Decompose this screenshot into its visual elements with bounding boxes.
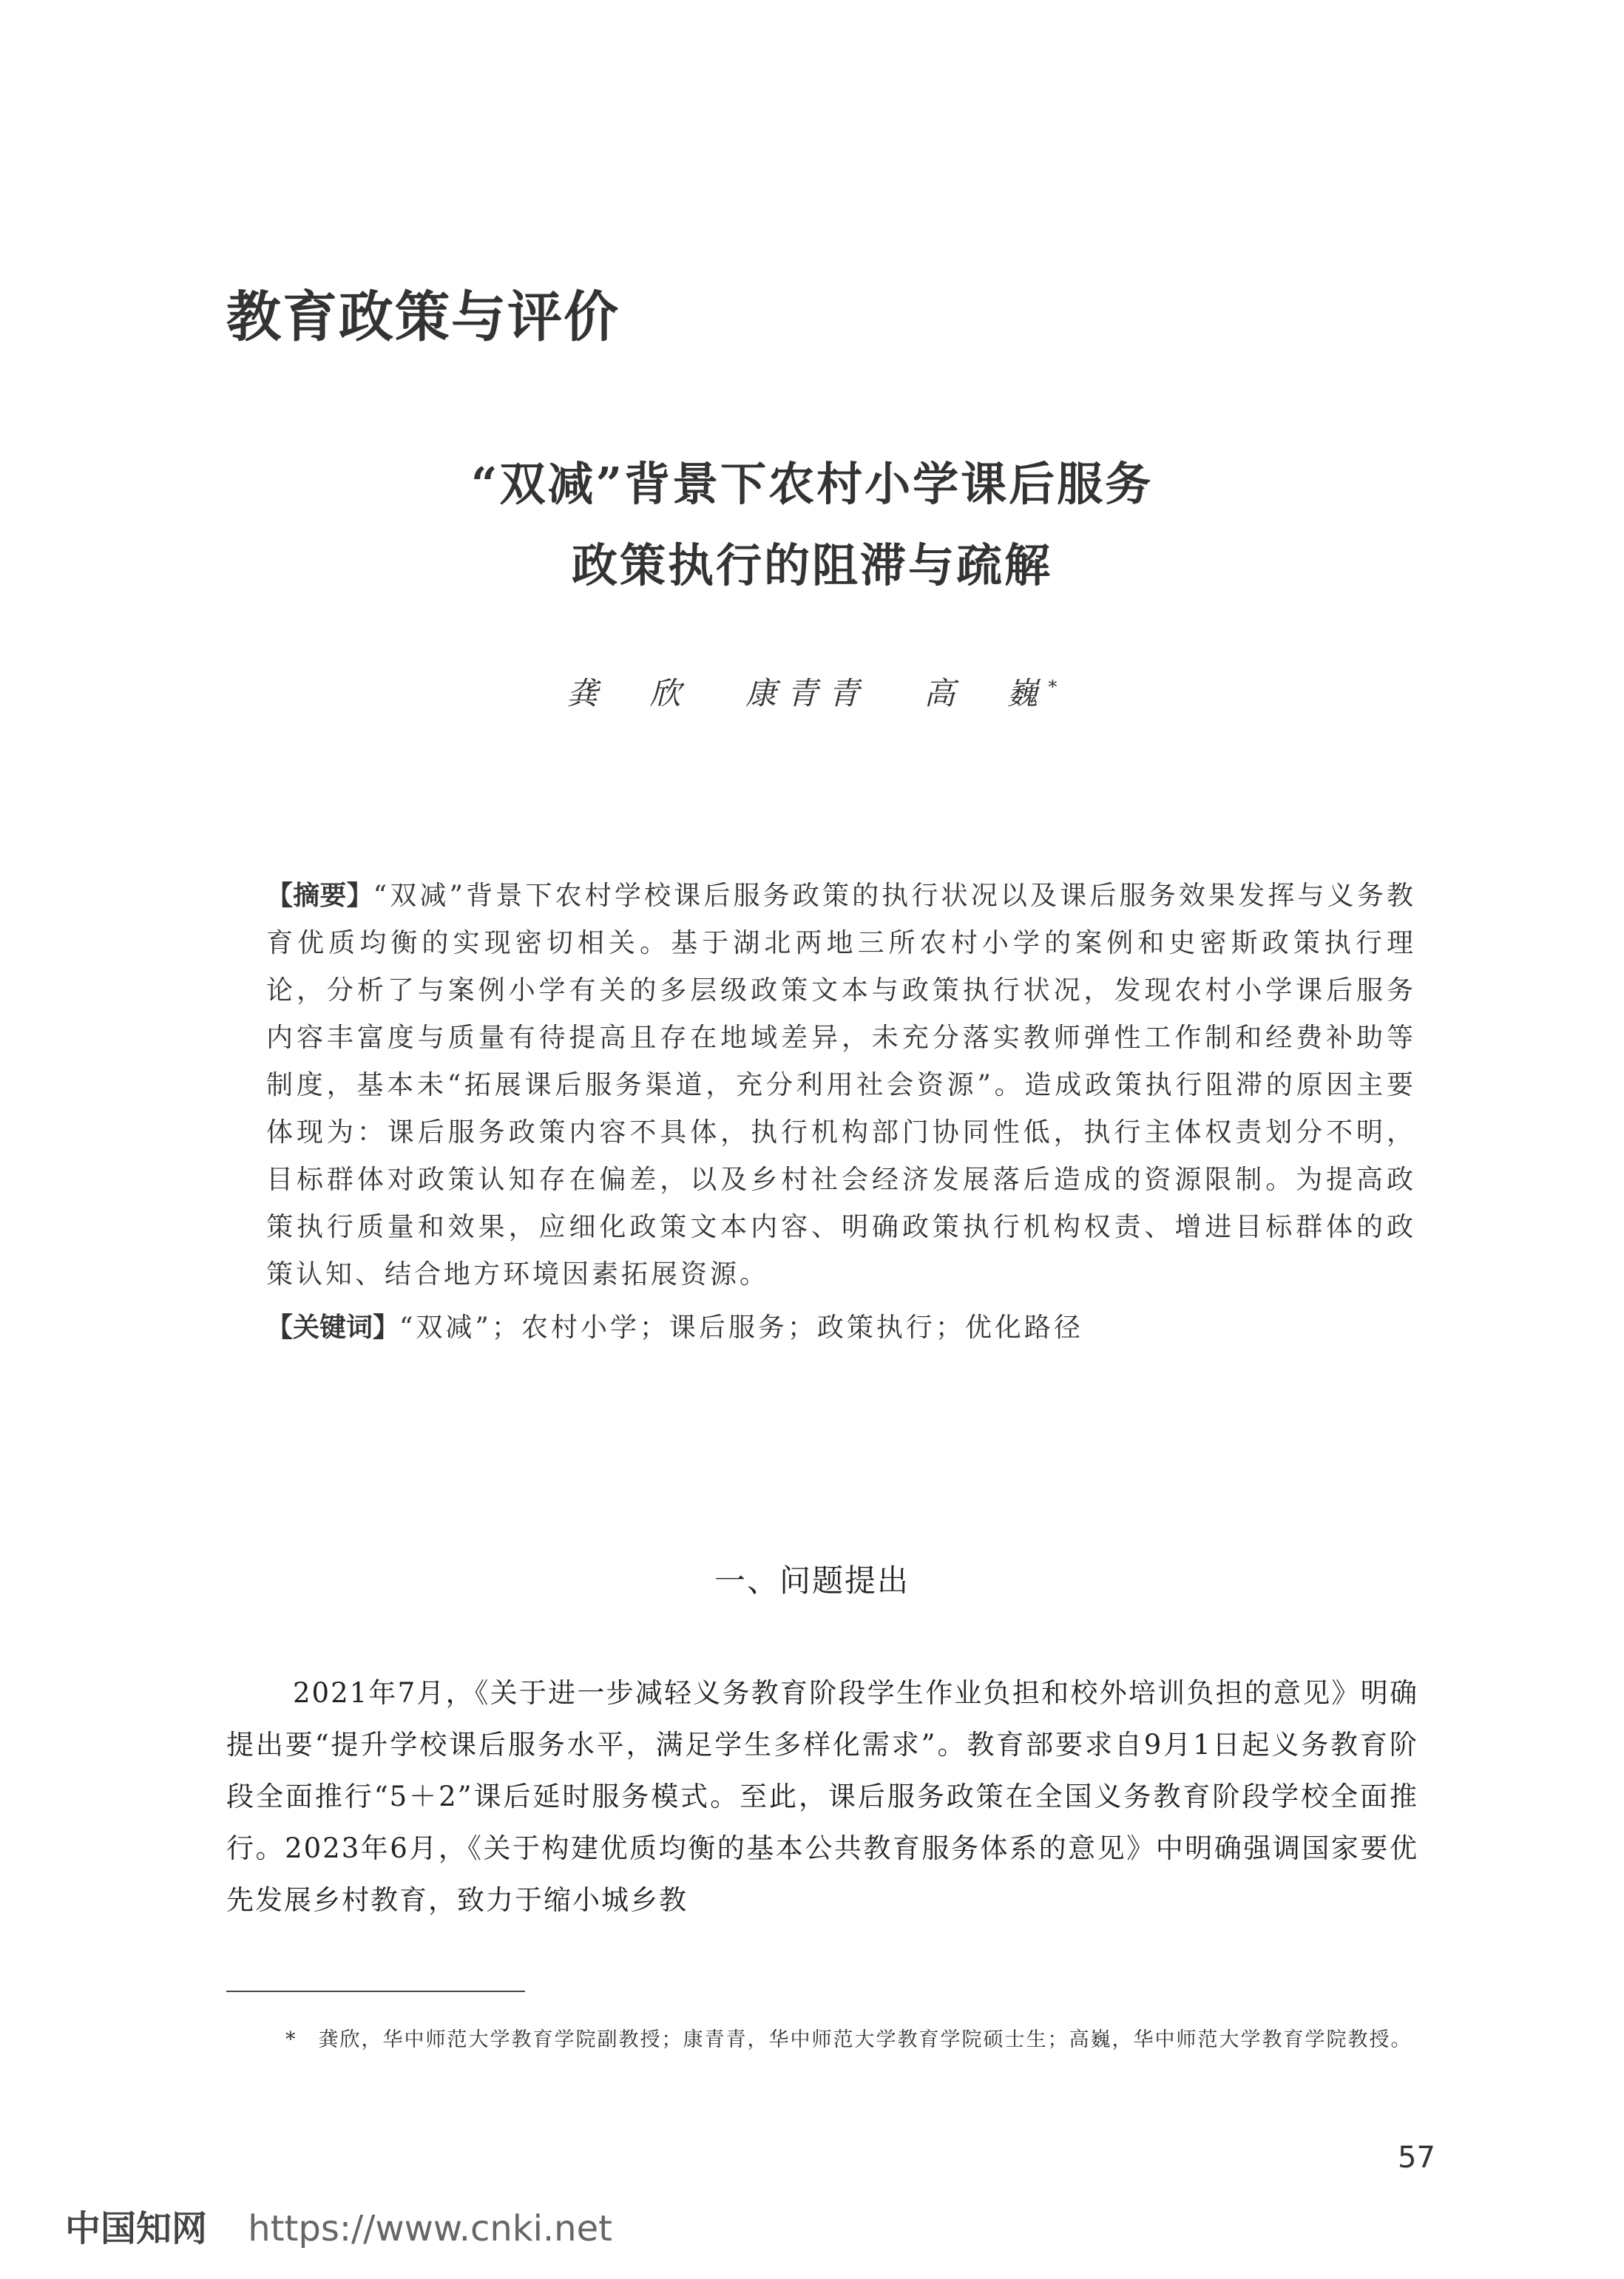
title-line-2: 政策执行的阻滞与疏解 <box>571 538 1052 592</box>
keywords-label: 【关键词】 <box>266 1313 400 1343</box>
keywords <box>266 1304 1416 1352</box>
watermark-url: https://www.cnki.net <box>248 2208 612 2249</box>
cnki-watermark <box>65 2200 612 2251</box>
footnote-divider <box>226 1991 525 1992</box>
footnote: * 龚欣，华中师范大学教育学院副教授；康青青，华中师范大学教育学院硕士生；高巍，华中师范大学教育学院教授。 <box>285 2028 1412 2051</box>
body-paragraph: 2021年7月，《关于进一步减轻义务教育阶段学生作业负担和校外培训负担的意见》明确提出要“提升学校课后服务水平，满足学生多样化需求”。教育部要求自9月1日起义务教育阶段全面推行“5＋2”课后延时服务模式。至此，课后服务政策在全国义务教育阶段学校全面推行。2023年6月，《关于构建优质均衡的基本公共教育服务体系的意见》中明确强调国家要优先发展乡村教育，致力于缩小城乡教 <box>226 1677 1418 1916</box>
author-footnote-mark: * <box>1048 677 1058 697</box>
abstract-block <box>266 873 1416 1352</box>
abstract <box>266 873 1416 1298</box>
section-header: 教育政策与评价 <box>226 285 620 349</box>
author-list <box>0 669 1624 714</box>
author-2: 康青青 <box>745 675 870 711</box>
title-line-1: “双减”背景下农村小学课后服务 <box>470 457 1154 511</box>
keywords-text: “双减”；农村小学；课后服务；政策执行；优化路径 <box>399 1313 1083 1343</box>
page-number: 57 <box>1398 2141 1435 2175</box>
article-title <box>0 444 1624 606</box>
abstract-label: 【摘要】 <box>266 881 373 911</box>
author-3-name: 高 巍 <box>924 675 1049 711</box>
abstract-text: “双减”背景下农村学校课后服务政策的执行状况以及课后服务效果发挥与义务教育优质均衡的实现密切相关。基于湖北两地三所农村小学的案例和史密斯政策执行理论，分析了与案例小学有关的多层级政策文本与政策执行状况，发现农村小学课后服务内容丰富度与质量有待提高且存在地域差异，未充分落实教师弹性工作制和经费补助等制度，基本未“拓展课后服务渠道，充分利用社会资源”。造成政策执行阻滞的原因主要体现为：课后服务政策内容不具体，执行机构部门协同性低，执行主体权责划分不明，目标群体对政策认知存在偏差，以及乡村社会经济发展落后造成的资源限制。为提高政策执行质量和效果，应细化政策文本内容、明确政策执行机构权责、增进目标群体的政策认知、结合地方环境因素拓展资源。 <box>266 881 1416 1290</box>
author-3 <box>924 675 1057 711</box>
watermark-brand: 中国知网 <box>65 2208 208 2249</box>
author-1: 龚 欣 <box>566 675 691 711</box>
section-heading: 一、问题提出 <box>714 1562 910 1599</box>
